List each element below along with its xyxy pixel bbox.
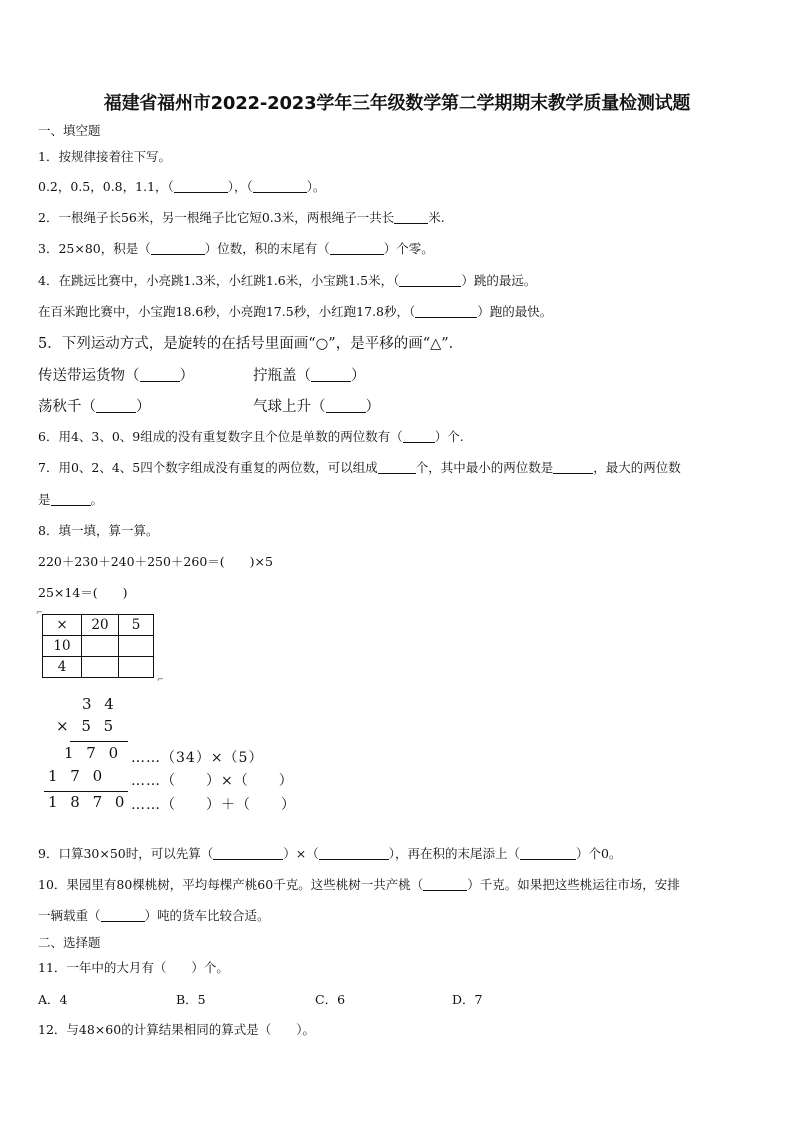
vertical-note-1: ……（34）×（5） (131, 750, 264, 766)
table-answer-cell[interactable] (82, 657, 119, 678)
question-2: 2．一根绳子长56米，另一根绳子比它短0.3米，两根绳子一共长 米. (38, 210, 445, 225)
answer-blank[interactable] (330, 242, 384, 256)
vertical-multiplicand: 3 4 (82, 695, 118, 713)
answer-blank[interactable] (101, 909, 145, 923)
option-a[interactable]: A．4 (38, 992, 68, 1007)
question-1: 1．按规律接着往下写。 (38, 149, 171, 164)
option-b[interactable]: B．5 (176, 992, 206, 1007)
answer-blank[interactable] (96, 398, 136, 414)
vertical-note-2: ……（ ）×（ ） (131, 773, 294, 789)
answer-blank[interactable] (213, 847, 283, 861)
table-answer-cell[interactable] (119, 636, 154, 657)
page-title: 福建省福州市2022-2023学年三年级数学第二学期期末教学质量检测试题 (103, 93, 691, 114)
vertical-product: 1 8 7 0 (48, 793, 129, 811)
question-8: 8．填一填，算一算。 (38, 523, 159, 538)
question-1-sequence: 0.2，0.5，0.8，1.1，（ ），（ ）。 (38, 179, 326, 194)
answer-blank[interactable] (415, 305, 477, 319)
answer-blank[interactable] (378, 461, 416, 475)
vertical-partial-2: 1 7 0 (48, 767, 107, 785)
table-cell: 5 (119, 615, 154, 636)
table-answer-cell[interactable] (119, 657, 154, 678)
section-heading: 二、选择题 (38, 935, 101, 950)
q5-item: 荡秋千（ ） (38, 399, 151, 415)
question-9: 9．口算30×50时，可以先算（ ）×（ ），再在积的末尾添上（ ）个0。 (38, 846, 622, 861)
vertical-rule (44, 791, 128, 792)
question-3: 3．25×80，积是（ ）位数，积的末尾有（ ）个零。 (38, 241, 434, 256)
question-7-part-2: 是 。 (38, 492, 104, 507)
q5-item: 拧瓶盖（ ） (253, 368, 366, 384)
answer-blank[interactable] (399, 274, 461, 288)
question-5: 5．下列运动方式，是旋转的在括号里面画“○”，是平移的画“△”． (38, 336, 464, 352)
multiplication-table (42, 614, 154, 678)
answer-blank[interactable] (319, 847, 389, 861)
equation-2: 25×14＝( ) (38, 585, 128, 600)
option-d[interactable]: D．7 (452, 992, 483, 1007)
q5-item: 气球上升（ ） (253, 399, 380, 415)
vertical-note-3: ……（ ）＋（ ） (131, 797, 296, 813)
answer-blank[interactable] (394, 211, 428, 225)
table-corner-mark: ⌐ (157, 675, 164, 684)
answer-blank[interactable] (423, 878, 467, 892)
question-4: 4．在跳远比赛中，小亮跳1.3米，小红跳1.6米，小宝跳1.5米，（ ）跳的最远。 (38, 273, 537, 288)
table-cell: 4 (43, 657, 82, 678)
answer-blank[interactable] (140, 367, 180, 383)
question-10-part-2: 一辆载重（ ）吨的货车比较合适。 (38, 908, 270, 923)
table-cell: 10 (43, 636, 82, 657)
table-cell: × (43, 615, 82, 636)
equation-1: 220＋230＋240＋250＋260＝( )×5 (38, 554, 273, 569)
question-4-part-2: 在百米跑比赛中，小宝跑18.6秒，小亮跑17.5秒，小红跑17.8秒，（ ）跑的最快。 (38, 304, 553, 319)
section-heading: 一、填空题 (38, 123, 101, 138)
vertical-partial-1: 1 7 0 (64, 744, 123, 762)
q5-item: 传送带运货物（ ） (38, 368, 194, 384)
vertical-rule (70, 741, 128, 742)
question-7: 7．用0、2、4、5四个数字组成没有重复的两位数，可以组成 个，其中最小的两位数是 ，最大的两位数 (38, 460, 681, 475)
answer-blank[interactable] (151, 242, 205, 256)
answer-blank[interactable] (403, 430, 435, 444)
answer-blank[interactable] (553, 461, 593, 475)
table-answer-cell[interactable] (82, 636, 119, 657)
question-11: 11．一年中的大月有（ ）个。 (38, 960, 229, 975)
table-corner-mark: ⌐ (36, 608, 43, 617)
question-12: 12．与48×60的计算结果相同的算式是（ ）。 (38, 1022, 315, 1037)
answer-blank[interactable] (253, 180, 307, 194)
answer-blank[interactable] (326, 398, 366, 414)
question-10: 10．果园里有80棵桃树，平均每棵产桃60千克。这些桃树一共产桃（ ）千克。如果把这些桃运往市场，安排 (38, 877, 680, 892)
answer-blank[interactable] (51, 493, 91, 507)
question-6: 6．用4、3、0、9组成的没有重复数字且个位是单数的两位数有（ ）个. (38, 429, 464, 444)
vertical-multiplier: × 5 5 (56, 717, 118, 735)
table-cell: 20 (82, 615, 119, 636)
answer-blank[interactable] (311, 367, 351, 383)
option-c[interactable]: C．6 (315, 992, 346, 1007)
answer-blank[interactable] (174, 180, 228, 194)
answer-blank[interactable] (520, 847, 576, 861)
